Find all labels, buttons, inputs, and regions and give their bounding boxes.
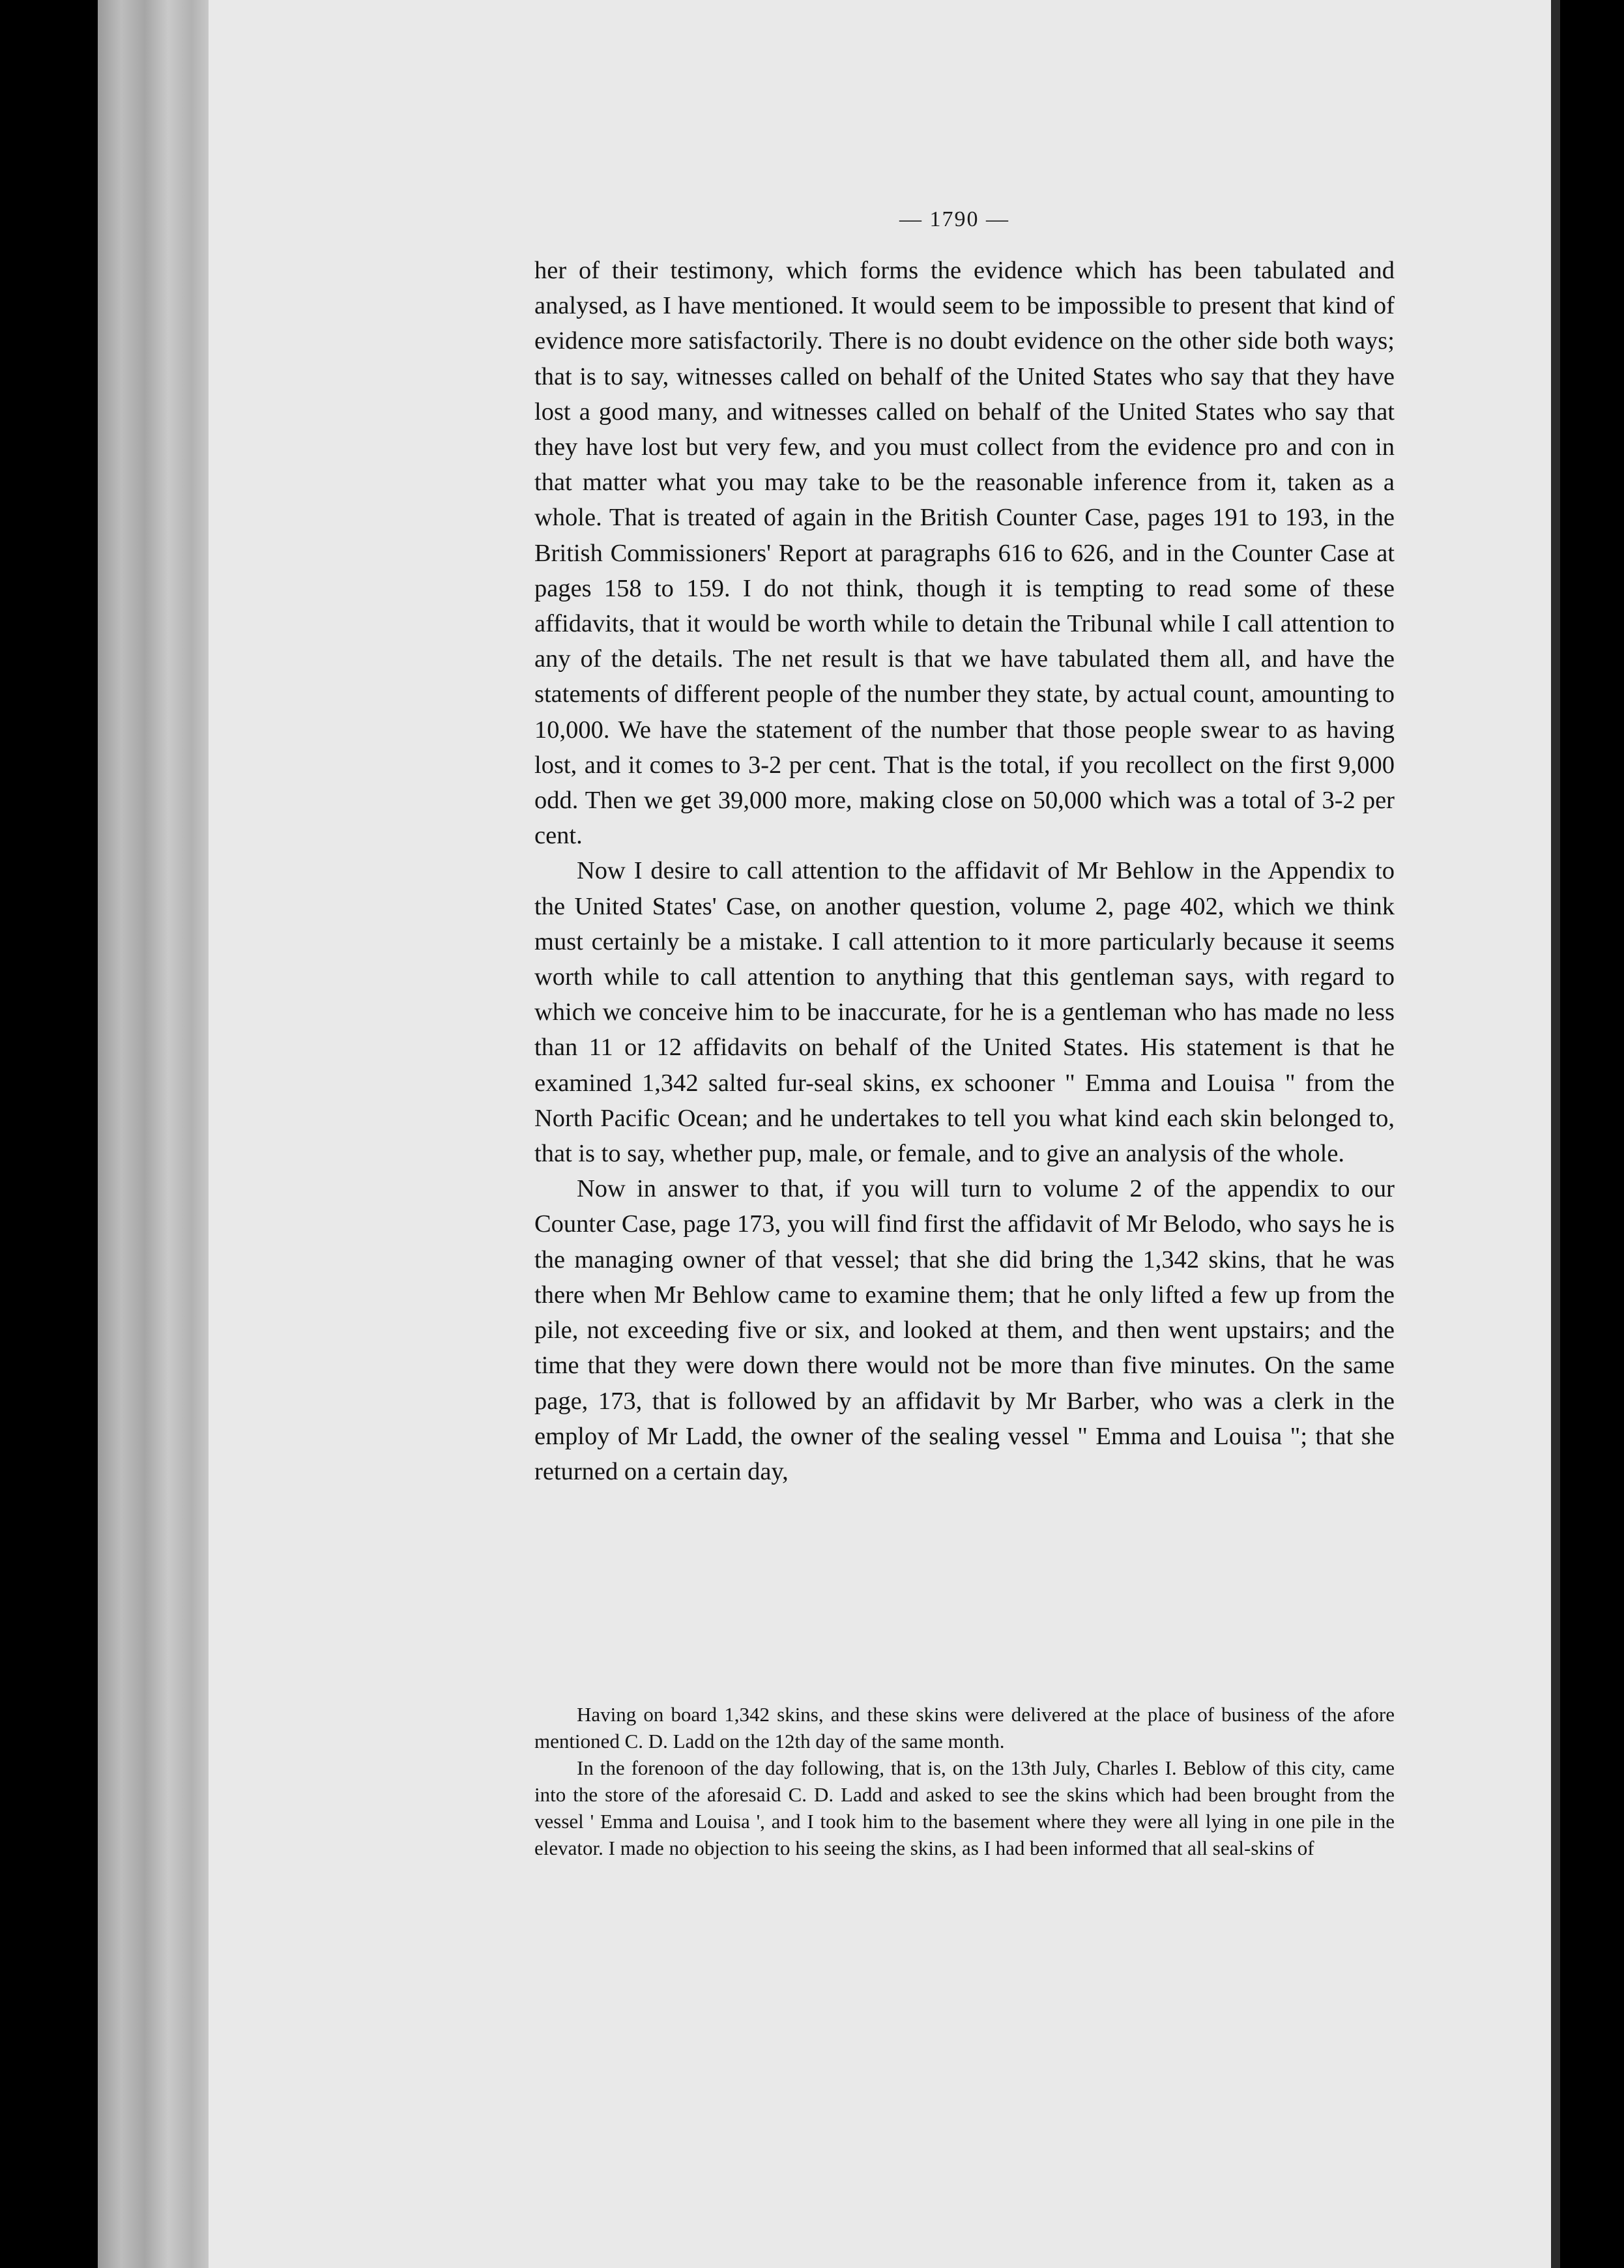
paragraph: Now I desire to call attention to the affidavit of Mr Behlow in the Appendix to the United States' Case, on another question, volume 2, page 402, which we think must certainly be a mistake. I call attention to it more particularly because it seems worth while to call attention to anything that this gentleman says, with regard to which we conceive him to be inaccurate, for he is a gentleman who has made no less than 11 or 12 affidavits on behalf of the United States. His statement is that he examined 1,342 salted fur-seal skins, ex schooner " Emma and Louisa " from the North Pacific Ocean; and he undertakes to tell you what kind each skin belonged to, that is to say, whether pup, male, or female, and to give an analysis of the whole. (534, 857, 1395, 1168)
quote-paragraph: In the forenoon of the day following, that is, on the 13th July, Charles I. Beblow of this city, came into the store of the aforesaid C. D. Ladd and asked to see the skins which had been brought from the vessel ' Emma and Louisa ', and I took him to the basement where they were all lying in one pile in the elevator. I made no objection to his seeing the skins, as I had been informed that all seal-skins of (534, 1756, 1395, 1859)
quote-paragraph: Having on board 1,342 skins, and these skins were delivered at the place of business of the afore mentioned C. D. Ladd on the 12th day of the same month. (534, 1703, 1395, 1752)
body-text (534, 253, 1395, 1489)
book-page-edges (98, 0, 215, 2268)
quoted-affidavit (534, 1701, 1395, 1861)
paragraph: Now in answer to that, if you will turn to volume 2 of the appendix to our Counter Case, page 173, you will find first the affidavit of Mr Belodo, who says he is the managing owner of that vessel; that she did bring the 1,342 skins, that he was there when Mr Behlow came to examine them; that he only lifted a few up from the pile, not exceeding five or six, and looked at them, and then went upstairs; and the time that they were down there would not be more than five minutes. On the same page, 173, that is followed by an affidavit by Mr Barber, who was a clerk in the employ of Mr Ladd, the owner of the sealing vessel " Emma and Louisa "; that she returned on a certain day, (534, 1175, 1395, 1485)
page-gutter (1551, 0, 1560, 2268)
page-number: — 1790 — (899, 207, 1009, 231)
paragraph: her of their testimony, which forms the evidence which has been tabulated and analysed, as I have mentioned. It would seem to be impossible to present that kind of evidence more satisfactorily. There is no doubt evidence on the other side both ways; that is to say, witnesses called on behalf of the United States who say that they have lost a good many, and witnesses called on behalf of the United States who say that they have lost but very few, and you must collect from the evidence pro and con in that matter what you may take to be the reasonable inference from it, taken as a whole. That is treated of again in the British Counter Case, pages 191 to 193, in the British Commissioners' Report at paragraphs 616 to 626, and in the Counter Case at pages 158 to 159. I do not think, though it is tempting to read some of these affidavits, that it would be worth while to detain the Tribunal while I call attention to any of the details. The net result is that we have tabulated them all, and have the statements of different people of the number they state, by actual count, amounting to 10,000. We have the statement of the number that those people swear to as having lost, and it comes to 3-2 per cent. That is the total, if you recollect on the first 9,000 odd. Then we get 39,000 more, making close on 50,000 which was a total of 3-2 per cent. (534, 257, 1395, 850)
